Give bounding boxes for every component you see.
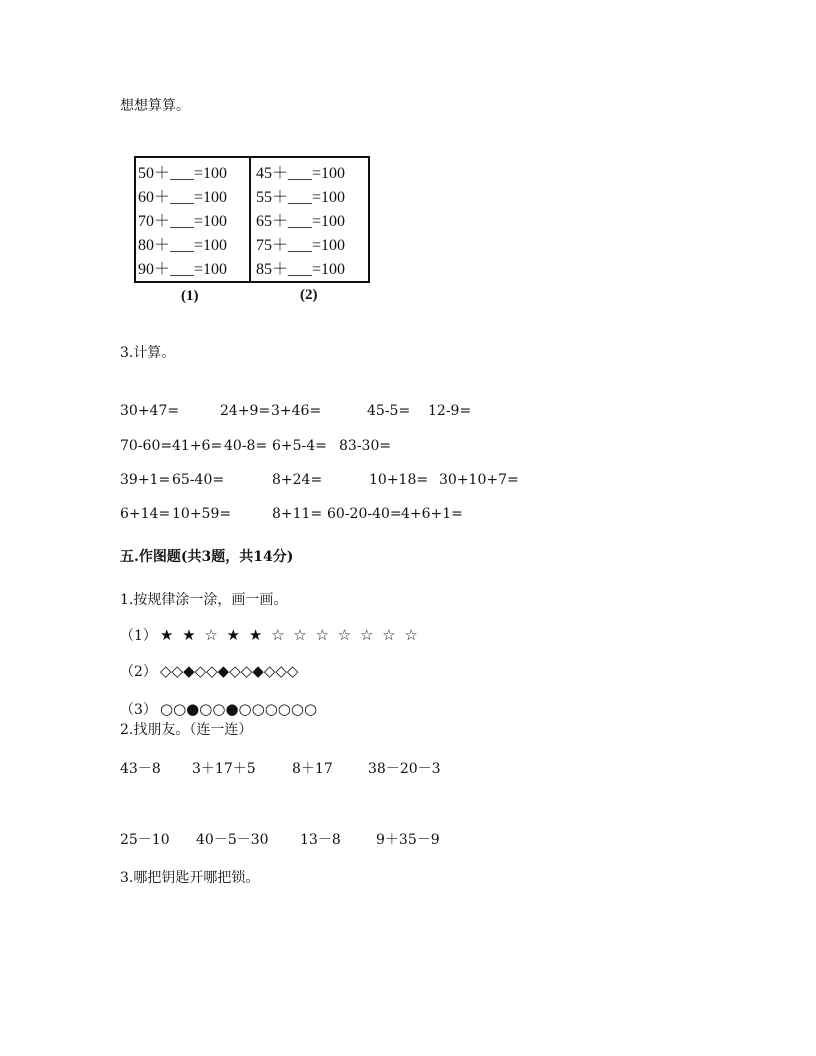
calc-item: 8+24= <box>272 472 323 488</box>
pattern-diamonds: ◇◇◆◇◇◆◇◇◆◇◇◇ <box>160 662 299 680</box>
table-cell: 45＋___=100 <box>256 165 346 182</box>
calc-item: 24+9= <box>220 403 271 419</box>
calc-item: 39+1= <box>120 472 171 488</box>
calc-item: 70-60= <box>120 438 173 454</box>
calc-item: 30+10+7= <box>439 472 519 488</box>
calc-item: 8+11= <box>272 506 323 522</box>
calc-item: 45-5= <box>367 403 411 419</box>
calc-item: 10+18= <box>369 472 429 488</box>
table-divider <box>249 158 251 281</box>
question-title-calc: 3.计算。 <box>120 345 176 361</box>
table-cell: 65＋___=100 <box>256 213 346 230</box>
calc-item: 6+5-4= <box>272 438 327 454</box>
pattern-label: （2） <box>120 664 157 680</box>
calc-item: 30+47= <box>120 403 180 419</box>
match-item-top: 38－20－3 <box>368 761 441 777</box>
table-cell: 60＋___=100 <box>138 189 228 206</box>
table-cell: 80＋___=100 <box>138 237 228 254</box>
table-label-2: (2) <box>300 287 318 303</box>
pattern-label: （3） <box>120 702 157 718</box>
calc-item: 4+6+1= <box>401 506 463 522</box>
match-item-top: 8＋17 <box>292 761 333 777</box>
question-title-keys: 3.哪把钥匙开哪把锁。 <box>120 870 260 886</box>
table-cell: 50＋___=100 <box>138 165 228 182</box>
question-title-match: 2.找朋友。（连一连） <box>120 722 253 738</box>
pattern-label: （1） <box>120 628 157 644</box>
table-cell: 85＋___=100 <box>256 261 346 278</box>
match-item-top: 3＋17＋5 <box>192 761 256 777</box>
table-column-2 <box>256 162 345 282</box>
match-item-bottom: 40－5－30 <box>196 832 269 848</box>
pattern-circles: ○○●○○●○○○○○○ <box>160 700 318 718</box>
calc-item: 83-30= <box>339 438 392 454</box>
table-cell: 55＋___=100 <box>256 189 346 206</box>
pattern-stars: ★ ★ ☆ ★ ★ ☆ ☆ ☆ ☆ ☆ ☆ ☆ <box>160 626 420 644</box>
question-title-mental-math: 想想算算。 <box>120 98 190 114</box>
question-title-pattern: 1.按规律涂一涂，画一画。 <box>120 592 288 608</box>
table-label-1: (1) <box>181 288 199 304</box>
calc-item: 40-8= <box>224 438 268 454</box>
table-column-1 <box>138 162 227 282</box>
match-item-bottom: 13－8 <box>300 832 341 848</box>
calc-item: 6+14= <box>120 506 171 522</box>
table-cell: 90＋___=100 <box>138 261 228 278</box>
calc-item: 10+59= <box>172 506 232 522</box>
calc-item: 41+6= <box>172 438 223 454</box>
table-cell: 75＋___=100 <box>256 237 346 254</box>
match-item-top: 43－8 <box>120 761 161 777</box>
calc-item: 3+46= <box>271 403 322 419</box>
calc-table <box>134 156 370 283</box>
table-cell: 70＋___=100 <box>138 213 228 230</box>
calc-item: 65-40= <box>172 472 225 488</box>
calc-item: 60-20-40= <box>327 506 402 522</box>
match-item-bottom: 9＋35－9 <box>376 832 440 848</box>
section-heading: 五.作图题(共3题，共14分) <box>120 549 294 565</box>
calc-item: 12-9= <box>428 403 472 419</box>
match-item-bottom: 25－10 <box>120 832 170 848</box>
